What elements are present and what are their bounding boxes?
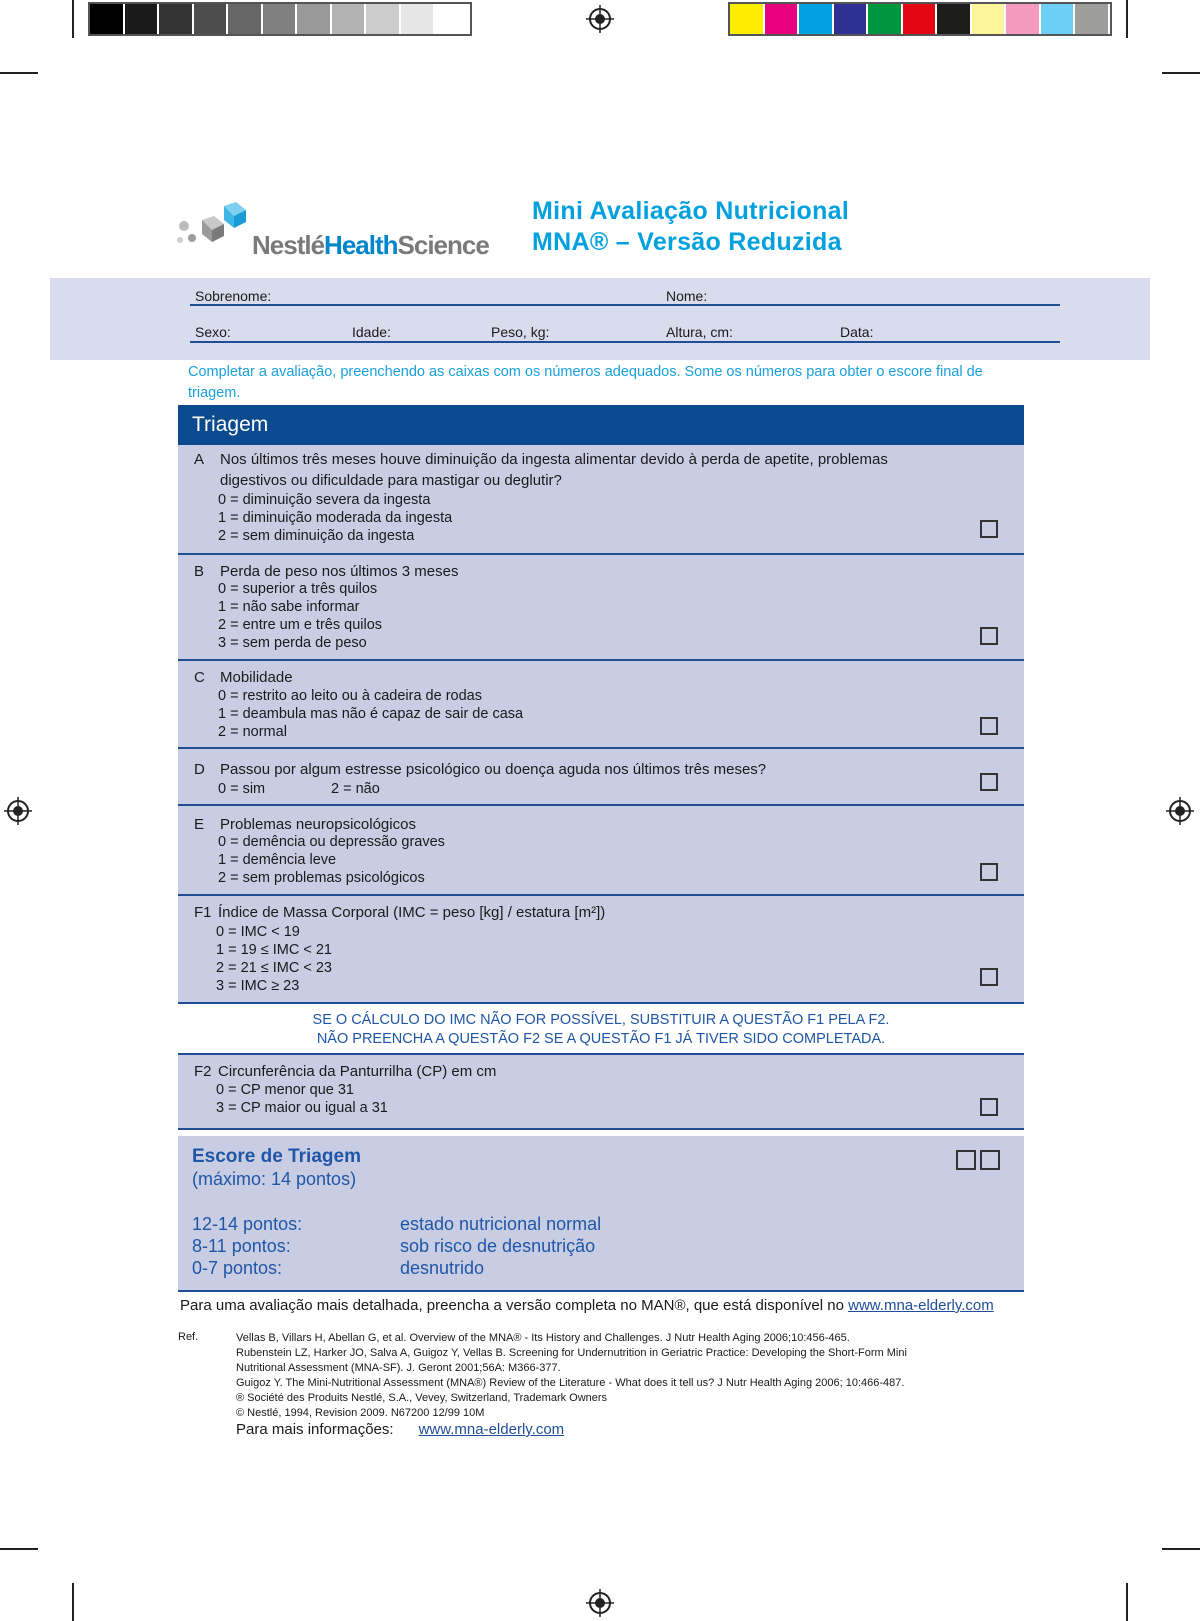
answer-checkbox[interactable] bbox=[980, 627, 998, 645]
score-title: Escore de Triagem bbox=[192, 1146, 361, 1167]
height-label: Altura, cm: bbox=[666, 324, 733, 340]
option: 2 = sem diminuição da ingesta bbox=[218, 528, 415, 544]
crop-mark bbox=[1126, 0, 1128, 38]
option: 1 = demência leve bbox=[218, 852, 337, 868]
brand-name: NestléHealthScience bbox=[252, 230, 489, 260]
answer-checkbox[interactable] bbox=[980, 717, 998, 735]
registration-mark-icon bbox=[1166, 797, 1194, 825]
question-text: F2 Circunferência da Panturrilha (CP) em cm bbox=[194, 1063, 497, 1080]
form-title: Mini Avaliação Nutricional bbox=[532, 197, 850, 225]
option: 1 = 19 ≤ IMC < 21 bbox=[216, 942, 332, 958]
name-label: Nome: bbox=[666, 288, 708, 304]
color-swatch bbox=[125, 4, 158, 34]
details-line[interactable] bbox=[190, 341, 1060, 343]
score-range: 8-11 pontos: bbox=[192, 1236, 291, 1256]
color-swatch bbox=[1075, 4, 1108, 34]
color-swatch bbox=[332, 4, 365, 34]
reference: Guigoz Y. The Mini-Nutritional Assessment (MNA®) Review of the Literature - What does it tell us? J Nutr Health Aging 2006; 10:466-487. bbox=[236, 1377, 905, 1389]
reference: Vellas B, Villars H, Abellan G, et al. Overview of the MNA® - Its History and Challenges. J Nutr Health Aging 2006;10:456-465. bbox=[236, 1332, 850, 1344]
color-swatch bbox=[194, 4, 227, 34]
question-text: A Nos últimos três meses houve diminuição da ingesta alimentar devido à perda de apetite, problemas bbox=[194, 451, 888, 468]
question-text-cont: digestivos ou dificuldade para mastigar ou deglutir? bbox=[220, 472, 562, 489]
crop-mark bbox=[1126, 1583, 1128, 1621]
color-swatch bbox=[1041, 4, 1074, 34]
color-swatch bbox=[834, 4, 867, 34]
question-text: B Perda de peso nos últimos 3 meses bbox=[194, 563, 459, 580]
option: 0 = CP menor que 31 bbox=[216, 1082, 354, 1098]
question-b bbox=[178, 555, 1024, 661]
color-swatch bbox=[972, 4, 1005, 34]
color-swatch bbox=[159, 4, 192, 34]
reference: Nutritional Assessment (MNA-SF). J. Geront 2001;56A: M366-377. bbox=[236, 1362, 561, 1374]
triagem-title: Triagem bbox=[192, 413, 269, 436]
color-swatch bbox=[366, 4, 399, 34]
option: 0 = restrito ao leito ou à cadeira de rodas bbox=[218, 688, 482, 704]
question-c bbox=[178, 661, 1024, 749]
registration-mark-icon bbox=[4, 797, 32, 825]
color-swatch bbox=[90, 4, 123, 34]
score-label: sob risco de desnutrição bbox=[400, 1236, 596, 1256]
reference: © Nestlé, 1994, Revision 2009. N67200 12/99 10M bbox=[236, 1407, 485, 1419]
patient-info-panel bbox=[50, 278, 1150, 360]
option: 1 = diminuição moderada da ingesta bbox=[218, 510, 453, 526]
registration-mark-icon bbox=[586, 1589, 614, 1617]
reference: Rubenstein LZ, Harker JO, Salva A, Guigoz Y, Vellas B. Screening for Undernutrition in Geriatric Practice: Developing the Short-Form Mini bbox=[236, 1347, 907, 1359]
option: 2 = normal bbox=[218, 724, 287, 740]
question-e bbox=[178, 806, 1024, 896]
color-swatch bbox=[937, 4, 970, 34]
option: 2 = não bbox=[331, 781, 380, 797]
logo-cubes-icon bbox=[176, 202, 250, 254]
weight-label: Peso, kg: bbox=[491, 324, 550, 340]
option: 3 = sem perda de peso bbox=[218, 635, 367, 651]
option: 1 = deambula mas não é capaz de sair de casa bbox=[218, 706, 524, 722]
option: 3 = IMC ≥ 23 bbox=[216, 978, 300, 994]
screening-score-panel bbox=[178, 1136, 1024, 1292]
imc-note-1: SE O CÁLCULO DO IMC NÃO FOR POSSÍVEL, SUBSTITUIR A QUESTÃO F1 PELA F2. bbox=[312, 1012, 890, 1028]
answer-checkbox[interactable] bbox=[980, 968, 998, 986]
answer-checkbox[interactable] bbox=[980, 863, 998, 881]
option: 3 = CP maior ou igual a 31 bbox=[216, 1100, 388, 1116]
surname-label: Sobrenome: bbox=[195, 288, 272, 304]
score-label: desnutrido bbox=[400, 1258, 485, 1278]
question-a bbox=[178, 445, 1024, 555]
color-swatch bbox=[401, 4, 434, 34]
option: 2 = 21 ≤ IMC < 23 bbox=[216, 960, 332, 976]
answer-checkbox[interactable] bbox=[980, 1098, 998, 1116]
color-swatch bbox=[435, 4, 468, 34]
color-swatch bbox=[903, 4, 936, 34]
option: 0 = demência ou depressão graves bbox=[218, 834, 445, 850]
color-swatch bbox=[263, 4, 296, 34]
mna-link[interactable]: www.mna-elderly.com bbox=[848, 1297, 994, 1314]
registration-mark-icon bbox=[586, 5, 614, 33]
question-text: F1 Índice de Massa Corporal (IMC = peso [kg] / estatura [m²]) bbox=[194, 904, 606, 921]
instructions: Completar a avaliação, preenchendo as caixas com os números adequados. Some os números para obter o escore final de triagem. bbox=[188, 364, 983, 401]
color-swatch bbox=[868, 4, 901, 34]
option: 0 = IMC < 19 bbox=[216, 924, 300, 940]
color-swatch bbox=[297, 4, 330, 34]
answer-checkbox[interactable] bbox=[980, 520, 998, 538]
question-text: C Mobilidade bbox=[194, 669, 293, 686]
score-box-tens[interactable] bbox=[956, 1150, 976, 1170]
crop-mark bbox=[1162, 72, 1200, 74]
reference: ® Société des Produits Nestlé, S.A., Vevey, Switzerland, Trademark Owners bbox=[236, 1392, 608, 1404]
question-d bbox=[178, 749, 1024, 806]
detail-note: Para uma avaliação mais detalhada, preencha a versão completa no MAN®, que está disponível no www.mna-elderly.com bbox=[180, 1297, 994, 1314]
crop-mark bbox=[0, 1548, 38, 1550]
answer-checkbox[interactable] bbox=[980, 773, 998, 791]
option: 0 = sim bbox=[218, 781, 266, 797]
triagem-header bbox=[178, 405, 1024, 445]
color-swatch bbox=[730, 4, 763, 34]
question-text: E Problemas neuropsicológicos bbox=[194, 816, 416, 833]
question-f2 bbox=[178, 1053, 1024, 1130]
question-text: D Passou por algum estresse psicológico ou doença aguda nos últimos três meses? bbox=[194, 761, 767, 778]
score-range: 0-7 pontos: bbox=[192, 1258, 283, 1278]
color-swatch bbox=[765, 4, 798, 34]
crop-mark bbox=[72, 1583, 74, 1621]
color-swatch bbox=[799, 4, 832, 34]
score-label: estado nutricional normal bbox=[400, 1214, 602, 1234]
question-f1 bbox=[178, 896, 1024, 1004]
more-info: Para mais informações: www.mna-elderly.com bbox=[236, 1421, 565, 1438]
surname-name-line[interactable] bbox=[190, 304, 1060, 306]
ref-label: Ref. bbox=[178, 1331, 199, 1343]
crop-mark bbox=[1162, 1548, 1200, 1550]
option: 0 = superior a três quilos bbox=[218, 581, 378, 597]
more-info-link[interactable]: www.mna-elderly.com bbox=[418, 1421, 565, 1438]
imc-note-2: NÃO PREENCHA A QUESTÃO F2 SE A QUESTÃO F1 JÁ TIVER SIDO COMPLETADA. bbox=[316, 1031, 886, 1047]
score-range: 12-14 pontos: bbox=[192, 1214, 303, 1234]
option: 2 = entre um e três quilos bbox=[218, 617, 383, 633]
score-box-units[interactable] bbox=[980, 1150, 1000, 1170]
date-label: Data: bbox=[840, 324, 874, 340]
option: 2 = sem problemas psicológicos bbox=[218, 870, 425, 886]
option: 0 = diminuição severa da ingesta bbox=[218, 492, 431, 508]
crop-mark bbox=[0, 72, 38, 74]
color-swatch bbox=[1006, 4, 1039, 34]
sex-label: Sexo: bbox=[195, 324, 231, 340]
crop-mark bbox=[72, 0, 74, 38]
score-subtitle: (máximo: 14 pontos) bbox=[192, 1169, 357, 1189]
color-swatch bbox=[228, 4, 261, 34]
age-label: Idade: bbox=[352, 324, 391, 340]
option: 1 = não sabe informar bbox=[218, 599, 360, 615]
nestle-health-science-logo bbox=[176, 202, 506, 262]
form-subtitle: MNA® – Versão Reduzida bbox=[532, 228, 842, 256]
